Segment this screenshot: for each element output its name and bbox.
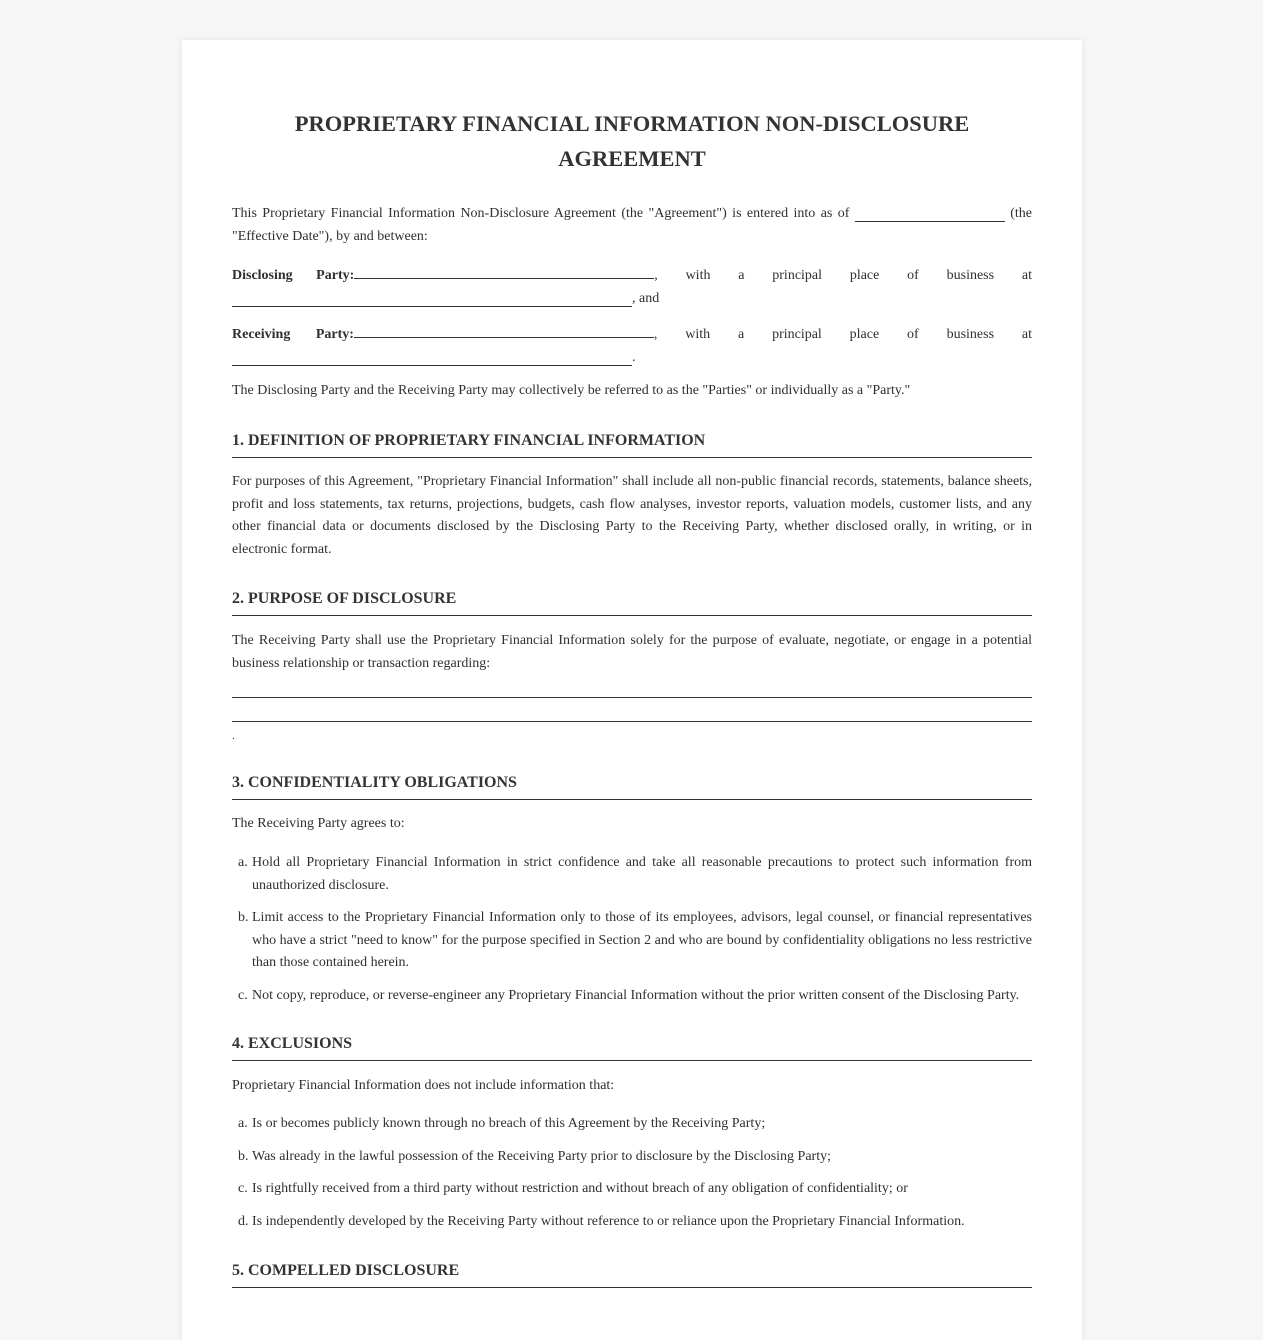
receiving-party-address-blank[interactable] [232, 349, 632, 366]
list-item: a. Is or becomes publicly known through no breach of this Agreement by the Receiving Party; [238, 1116, 766, 1131]
list-item: c. Not copy, reproduce, or reverse-engineer any Proprietary Financial Information without the prior written consent of the Disclosing Party. [238, 987, 1020, 1003]
parties-note: The Disclosing Party and the Receiving Party may collectively be referred to as the "Parties" or individually as a "Party." [232, 383, 911, 398]
receiving-party-name-blank[interactable] [354, 321, 654, 338]
disclosing-party-paragraph [232, 262, 1032, 310]
intro-text-before: This Proprietary Financial Information Non-Disclosure Agreement (the "Agreement") is entered into as of [232, 206, 850, 221]
receiving-party-mid-text: , with a principal place of business at [653, 327, 1032, 342]
list-item: a. Hold all Proprietary Financial Information in strict confidence and take all reasonable precautions to protect such information from unauthorized disclosure. [238, 855, 1032, 893]
document-page [182, 40, 1082, 1340]
effective-date-blank[interactable] [855, 205, 1005, 222]
section-1-heading: 1. DEFINITION OF PROPRIETARY FINANCIAL INFORMATION [232, 430, 1032, 458]
section-4-list [232, 1113, 1032, 1243]
section-2-heading: 2. PURPOSE OF DISCLOSURE [232, 588, 1032, 616]
disclosing-party-label: Disclosing Party: [232, 268, 355, 283]
receiving-party-end: . [632, 349, 636, 365]
disclosing-party-address-blank[interactable] [232, 290, 632, 307]
list-item: b. Limit access to the Proprietary Financial Information only to those of its employees, advisors, legal counsel, or financial representatives who have a strict "need to know" for the purpose specified in Section 2 and who are bound by confidentiality obligations no less restrictive than those contained herein. [238, 910, 1032, 970]
list-item: b. Was already in the lawful possession of the Receiving Party prior to disclosure by the Disclosing Party; [238, 1148, 831, 1164]
section-3-heading: 3. CONFIDENTIALITY OBLIGATIONS [232, 772, 1032, 800]
list-item: c. Is rightfully received from a third party without restriction and without breach of any obligation of confidentiality; or [238, 1181, 908, 1196]
receiving-party-label: Receiving Party: [232, 327, 354, 342]
section-4-heading: 4. EXCLUSIONS [232, 1033, 1032, 1061]
purpose-blank-line-2[interactable] [232, 721, 1032, 722]
section-4-intro: Proprietary Financial Information does not include information that: [232, 1078, 615, 1093]
section-3-intro: The Receiving Party agrees to: [232, 816, 405, 831]
section-3-list [232, 852, 1032, 1017]
section-2-body: The Receiving Party shall use the Proprietary Financial Information solely for the purpose of evaluate, negotiate, or engage in a potential business relationship or transaction regarding: [232, 633, 1032, 671]
intro-paragraph [232, 203, 1032, 248]
purpose-end-period: . [232, 728, 235, 742]
disclosing-party-end: , and [632, 290, 660, 306]
purpose-blank-line-1[interactable] [232, 697, 1032, 698]
intro-text-after: (the "Effective Date"), by and between: [232, 206, 1033, 244]
disclosing-party-name-blank[interactable] [354, 262, 654, 279]
section-1-body: For purposes of this Agreement, "Proprietary Financial Information" shall include all non-public financial records, statements, balance sheets, profit and loss statements, tax returns, projections, budgets, cash flow analyses, investor reports, valuation models, customer lists, and any other financial data or documents disclosed by the Disclosing Party to the Receiving Party, whether disclosed orally, in writing, or in electronic format. [232, 474, 1032, 557]
section-5-heading: 5. COMPELLED DISCLOSURE [232, 1260, 1032, 1288]
receiving-party-paragraph [232, 321, 1032, 369]
disclosing-party-mid-text: , with a principal place of business at [654, 268, 1032, 283]
list-item: d. Is independently developed by the Receiving Party without reference to or reliance upon the Proprietary Financial Information. [238, 1213, 965, 1229]
document-title: PROPRIETARY FINANCIAL INFORMATION NON-DISCLOSURE AGREEMENT [294, 111, 970, 171]
